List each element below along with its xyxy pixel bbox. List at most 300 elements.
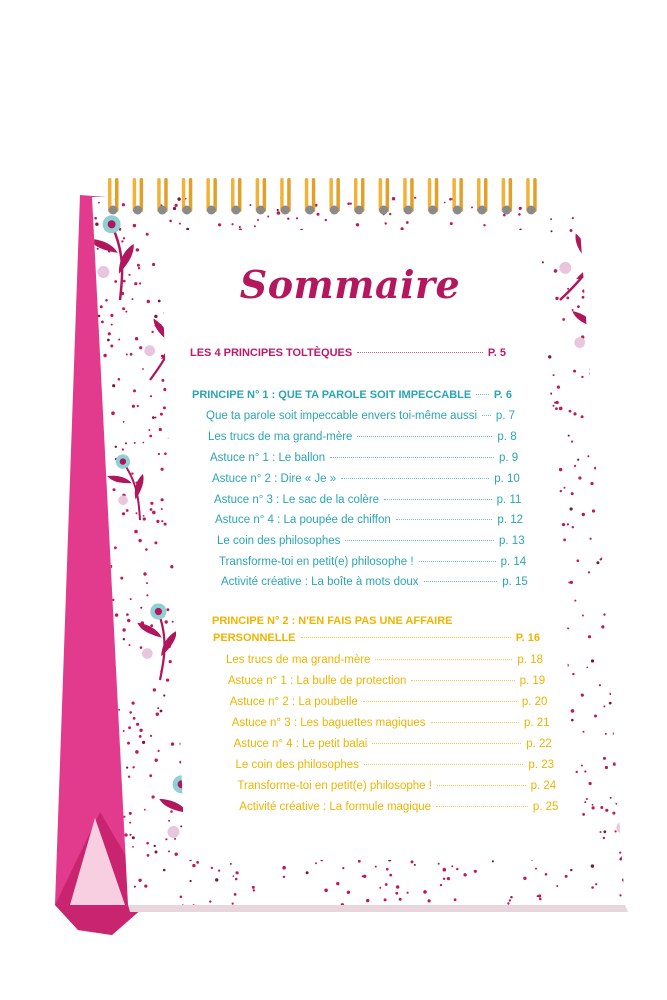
confetti-dot: [236, 871, 239, 874]
toc-p2-item-label: Astuce n° 3 : Les baguettes magiques: [231, 717, 426, 729]
toc-p1-item: [210, 452, 518, 464]
dot-leader: [437, 784, 526, 786]
confetti-dot: [132, 766, 134, 768]
confetti-dot: [605, 733, 607, 735]
confetti-dot: [139, 729, 142, 732]
confetti-dot: [567, 288, 569, 290]
toc-p2-item-label: Astuce n° 4 : Le petit balai: [233, 738, 368, 750]
confetti-dot: [166, 679, 169, 682]
confetti-dot: [154, 315, 157, 318]
confetti-dot: [171, 742, 174, 745]
confetti-dot: [440, 884, 442, 886]
confetti-dot: [160, 710, 163, 713]
toc-p1-item-label: Le coin des philosophes: [217, 535, 341, 547]
confetti-dot: [146, 233, 149, 236]
confetti-dot: [107, 339, 110, 342]
confetti-dot: [136, 248, 139, 251]
toc-p1-item: [215, 514, 523, 526]
confetti-dot: [132, 836, 135, 839]
confetti-dot: [604, 359, 607, 362]
confetti-dot: [115, 613, 118, 616]
confetti-dot: [624, 658, 627, 661]
dot-leader: [424, 580, 498, 582]
confetti-dot: [395, 892, 398, 895]
confetti-dot: [601, 625, 604, 628]
confetti-dot: [572, 526, 574, 528]
toc-principle-2: [213, 632, 540, 644]
toc-p2-item-label: Transforme-toi en petit(e) philosophe !: [237, 780, 432, 792]
confetti-dot: [586, 798, 588, 800]
confetti-dot: [582, 813, 585, 816]
confetti-dot: [559, 407, 563, 411]
confetti-dot: [180, 825, 182, 827]
confetti-dot: [606, 286, 608, 288]
confetti-dot: [163, 406, 166, 409]
confetti-dot: [168, 850, 170, 852]
confetti-dot: [519, 207, 522, 210]
confetti-dot: [444, 202, 446, 204]
confetti-dot: [599, 314, 601, 316]
confetti-dot: [603, 830, 606, 833]
confetti-dot: [594, 467, 597, 470]
confetti-dot: [600, 806, 603, 809]
confetti-dot: [562, 318, 565, 321]
dot-leader: [482, 414, 491, 416]
card-edge-shadow: [128, 905, 628, 912]
confetti-dot: [164, 452, 167, 455]
confetti-dot: [406, 221, 409, 224]
confetti-dot: [563, 539, 566, 542]
confetti-dot: [628, 594, 631, 597]
confetti-dot: [148, 429, 150, 431]
confetti-dot: [152, 416, 155, 419]
confetti-dot: [129, 812, 132, 815]
confetti-dot: [175, 204, 178, 207]
confetti-dot: [158, 750, 160, 752]
confetti-dot: [132, 405, 135, 408]
confetti-dot: [234, 893, 237, 896]
confetti-dot: [150, 508, 153, 511]
dot-leader: [357, 351, 483, 353]
confetti-dot: [142, 741, 145, 744]
dot-leader: [419, 560, 496, 562]
confetti-dot: [626, 863, 629, 866]
confetti-dot: [573, 412, 576, 415]
confetti-dot: [128, 776, 130, 778]
confetti-dot: [146, 594, 148, 596]
toc-p2-item: [232, 717, 550, 729]
confetti-dot: [612, 380, 615, 383]
confetti-dot: [111, 324, 113, 326]
confetti-dot: [120, 577, 123, 580]
confetti-dot: [628, 217, 631, 220]
confetti-dot: [603, 429, 606, 432]
confetti-dot: [599, 684, 601, 686]
confetti-dot: [613, 762, 616, 765]
confetti-dot: [551, 230, 553, 232]
binding-ring: [231, 178, 242, 215]
confetti-dot: [163, 694, 165, 696]
binding-ring: [305, 178, 316, 215]
binding-ring: [354, 178, 365, 215]
confetti-dot: [597, 448, 599, 450]
confetti-dot: [603, 757, 606, 760]
confetti-dot: [611, 270, 614, 273]
confetti-dot: [158, 300, 161, 303]
toc-principle-2-label: PERSONNELLE: [213, 632, 296, 644]
confetti-dot: [581, 694, 584, 697]
confetti-dot: [232, 903, 234, 905]
confetti-dot: [614, 499, 617, 502]
confetti-dot: [149, 435, 152, 438]
toc-p1-item-page-number: p. 12: [497, 514, 523, 526]
toc-p2-item-page-number: p. 24: [530, 780, 557, 792]
confetti-dot: [616, 254, 619, 257]
confetti-dot: [287, 218, 289, 220]
toc-p2-item: [228, 675, 545, 687]
confetti-dot: [621, 564, 623, 566]
confetti-dot: [137, 264, 140, 267]
confetti-dot: [615, 830, 617, 832]
toc-intro-page-number: P. 5: [487, 347, 506, 359]
confetti-dot: [592, 804, 594, 806]
confetti-dot: [123, 638, 125, 640]
confetti-dot: [447, 877, 450, 880]
confetti-dot: [347, 891, 350, 894]
confetti-dot: [569, 410, 572, 413]
confetti-dot: [614, 634, 617, 637]
toc-p1-item-label: Astuce n° 1 : Le ballon: [210, 452, 326, 464]
confetti-dot: [581, 415, 584, 418]
confetti-dot: [164, 523, 167, 526]
confetti-dot: [617, 637, 620, 640]
confetti-dot: [613, 199, 616, 202]
confetti-dot: [610, 515, 614, 519]
confetti-dot: [154, 845, 156, 847]
binding-ring: [157, 178, 168, 215]
dot-leader: [341, 477, 489, 479]
confetti-dot: [235, 878, 238, 881]
confetti-dot: [585, 240, 588, 243]
confetti-dot: [603, 405, 606, 408]
toc-p2-item: [237, 780, 556, 792]
confetti-dot: [139, 735, 142, 738]
confetti-dot: [570, 229, 573, 232]
confetti-dot: [590, 538, 592, 540]
toc-principle-1: [192, 389, 512, 401]
confetti-dot: [407, 892, 409, 894]
confetti-dot: [574, 465, 576, 467]
confetti-dot: [110, 345, 113, 348]
confetti-dot: [627, 621, 630, 624]
confetti-dot: [159, 428, 162, 431]
confetti-dot: [161, 520, 163, 522]
confetti-dot: [450, 222, 453, 225]
confetti-dot: [257, 219, 259, 221]
confetti-dot: [230, 863, 232, 865]
confetti-dot: [239, 226, 241, 228]
toc-p1-item-page-number: p. 14: [500, 556, 527, 568]
confetti-dot: [147, 300, 150, 303]
confetti-dot: [315, 862, 317, 864]
confetti-dot: [111, 411, 115, 415]
dot-leader: [301, 636, 511, 638]
confetti-dot: [565, 875, 568, 878]
confetti-dot: [589, 782, 592, 785]
confetti-dot: [537, 895, 539, 897]
binding-ring: [526, 178, 537, 215]
confetti-dot: [518, 213, 521, 216]
confetti-dot: [631, 710, 633, 712]
confetti-dot: [555, 297, 558, 300]
confetti-dot: [571, 492, 574, 495]
confetti-dot: [614, 301, 616, 303]
confetti-dot: [282, 866, 286, 870]
confetti-dot: [133, 224, 136, 227]
toc-p1-item-label: Astuce n° 3 : Le sac de la colère: [214, 494, 380, 506]
toc-p2-item: [236, 759, 555, 771]
confetti-dot: [385, 883, 388, 886]
confetti-dot: [151, 331, 153, 333]
confetti-dot: [336, 882, 339, 885]
confetti-dot: [625, 202, 627, 204]
confetti-dot: [570, 507, 573, 510]
confetti-dot: [135, 337, 138, 340]
toc-p1-item: [206, 410, 515, 422]
confetti-dot: [218, 223, 221, 226]
confetti-dot: [591, 659, 594, 662]
confetti-dot: [135, 750, 139, 754]
dot-leader: [330, 456, 494, 458]
confetti-dot: [130, 598, 132, 600]
confetti-dot: [582, 289, 585, 292]
confetti-dot: [143, 517, 146, 520]
toc-p2-item-label: Le coin des philosophes: [235, 759, 359, 771]
confetti-dot: [177, 197, 180, 200]
confetti-dot: [399, 898, 402, 901]
confetti-dot: [110, 314, 113, 317]
confetti-dot: [140, 646, 143, 649]
confetti-dot: [170, 565, 173, 568]
toc-p1-item: [212, 473, 520, 485]
confetti-dot: [125, 833, 128, 836]
confetti-dot: [568, 582, 570, 584]
confetti-dot: [137, 405, 139, 407]
dot-leader: [436, 805, 528, 807]
confetti-dot: [602, 555, 605, 558]
confetti-dot: [582, 296, 585, 299]
confetti-dot: [134, 442, 136, 444]
confetti-dot: [118, 339, 120, 341]
confetti-dot: [180, 896, 183, 899]
toc-p1-item-page-number: p. 8: [497, 431, 517, 443]
confetti-dot: [624, 637, 626, 639]
confetti-dot: [139, 282, 141, 284]
confetti-dot: [618, 322, 620, 324]
confetti-dot: [615, 307, 618, 310]
confetti-dot: [587, 455, 589, 457]
confetti-dot: [150, 395, 152, 397]
confetti-dot: [218, 870, 220, 872]
confetti-dot: [169, 220, 172, 223]
confetti-dot: [125, 442, 127, 444]
confetti-dot: [127, 742, 130, 745]
toc-p1-item: [208, 431, 517, 443]
toc-p2-item-label: Astuce n° 1 : La bulle de protection: [227, 675, 407, 687]
confetti-dot: [175, 853, 178, 856]
confetti-dot: [617, 429, 619, 431]
binding-ring: [428, 178, 439, 215]
confetti-dot: [618, 484, 620, 486]
confetti-dot: [428, 899, 431, 902]
confetti-dot: [150, 624, 153, 627]
confetti-dot: [147, 854, 150, 857]
confetti-dot: [591, 864, 594, 867]
confetti-dot: [97, 248, 99, 250]
confetti-dot: [613, 451, 615, 453]
confetti-dot: [595, 883, 597, 885]
toc-intro: [190, 347, 506, 359]
confetti-dot: [596, 197, 599, 200]
confetti-dot: [174, 838, 176, 840]
confetti-dot: [143, 515, 145, 517]
confetti-dot: [152, 263, 155, 266]
confetti-dot: [454, 898, 457, 901]
confetti-dot: [126, 509, 129, 512]
confetti-dot: [126, 767, 128, 769]
confetti-dot: [589, 372, 592, 375]
confetti-dot: [611, 628, 613, 630]
toc-p1-item-page-number: p. 13: [499, 535, 525, 547]
confetti-dot: [157, 707, 159, 709]
confetti-dot: [619, 852, 621, 854]
dot-leader: [363, 700, 517, 702]
confetti-dot: [155, 417, 157, 419]
confetti-dot: [572, 673, 574, 675]
confetti-dot: [138, 267, 140, 269]
confetti-dot: [622, 524, 624, 526]
confetti-dot: [122, 203, 125, 206]
toc-p2-item-page-number: p. 18: [517, 654, 543, 666]
confetti-dot: [620, 321, 623, 324]
confetti-dot: [577, 305, 580, 308]
toc-p2-item: [226, 654, 543, 666]
confetti-dot: [592, 231, 595, 234]
confetti-dot: [254, 225, 256, 227]
toc-principle-2-line1-label: PRINCIPE N° 2 : N'EN FAIS PAS UNE AFFAIRE: [212, 615, 453, 627]
confetti-dot: [146, 582, 148, 584]
confetti-dot: [144, 809, 146, 811]
confetti-dot: [576, 771, 578, 773]
confetti-dot: [438, 863, 440, 865]
confetti-dot: [600, 831, 602, 833]
confetti-dot: [449, 198, 452, 201]
confetti-dot: [591, 886, 594, 889]
confetti-dot: [144, 885, 147, 888]
confetti-dot: [620, 652, 623, 655]
confetti-dot: [113, 488, 116, 491]
confetti-dot: [122, 307, 125, 310]
confetti-dot: [604, 411, 607, 414]
confetti-dot: [620, 456, 623, 459]
confetti-dot: [131, 472, 133, 474]
confetti-dot: [627, 499, 631, 503]
toc-p2-item: [239, 801, 558, 813]
confetti-dot: [192, 864, 195, 867]
toc-p1-item: [219, 556, 526, 568]
confetti-dot: [139, 346, 142, 349]
toc-p1-item-page-number: p. 11: [496, 494, 522, 506]
confetti-dot: [620, 683, 623, 686]
confetti-dot: [571, 719, 574, 722]
toc-p1-item-page-number: p. 15: [502, 576, 528, 588]
confetti-dot: [548, 355, 551, 358]
confetti-dot: [356, 223, 359, 226]
confetti-dot: [584, 770, 586, 772]
confetti-dot: [414, 197, 416, 199]
binding-ring: [108, 178, 119, 215]
confetti-dot: [133, 389, 136, 392]
confetti-dot: [587, 216, 589, 218]
confetti-dot: [564, 487, 566, 489]
binding-ring: [379, 178, 390, 215]
dot-leader: [431, 721, 519, 723]
confetti-dot: [631, 371, 633, 373]
toc-p1-item-label: Les trucs de ma grand-mère: [208, 431, 353, 443]
dot-leader: [357, 435, 492, 437]
confetti-dot: [509, 899, 511, 901]
confetti-dot: [114, 546, 117, 549]
confetti-dot: [560, 490, 562, 492]
confetti-dot: [172, 621, 174, 623]
confetti-dot: [165, 620, 168, 623]
confetti-dot: [142, 442, 144, 444]
confetti-dot: [389, 874, 392, 877]
confetti-dot: [136, 723, 139, 726]
confetti-dot: [252, 886, 255, 889]
toc-p1-item: [221, 576, 528, 588]
confetti-dot: [605, 766, 608, 769]
confetti-dot: [386, 868, 389, 871]
confetti-dot: [572, 217, 574, 219]
confetti-dot: [153, 688, 156, 691]
confetti-dot: [129, 644, 131, 646]
confetti-dot: [179, 223, 181, 225]
confetti-dot: [411, 860, 414, 863]
confetti-dot: [603, 705, 605, 707]
confetti-dot: [539, 898, 542, 901]
confetti-dot: [136, 512, 138, 514]
confetti-dot: [156, 520, 159, 523]
confetti-dot: [163, 388, 166, 391]
confetti-dot: [602, 424, 604, 426]
confetti-dot: [211, 867, 213, 869]
confetti-dot: [599, 210, 601, 212]
confetti-dot: [161, 508, 163, 510]
confetti-dot: [101, 321, 104, 324]
confetti-dot: [603, 613, 605, 615]
confetti-dot: [129, 834, 131, 836]
confetti-dot: [108, 332, 111, 335]
confetti-dot: [392, 197, 395, 200]
confetti-dot: [583, 731, 585, 733]
confetti-dot: [155, 759, 158, 762]
confetti-dot: [121, 240, 123, 242]
confetti-dot: [625, 725, 628, 728]
confetti-dot: [443, 878, 445, 880]
toc-p1-item-label: Que ta parole soit impeccable envers toi-même aussi: [206, 410, 478, 422]
confetti-dot: [612, 812, 615, 815]
